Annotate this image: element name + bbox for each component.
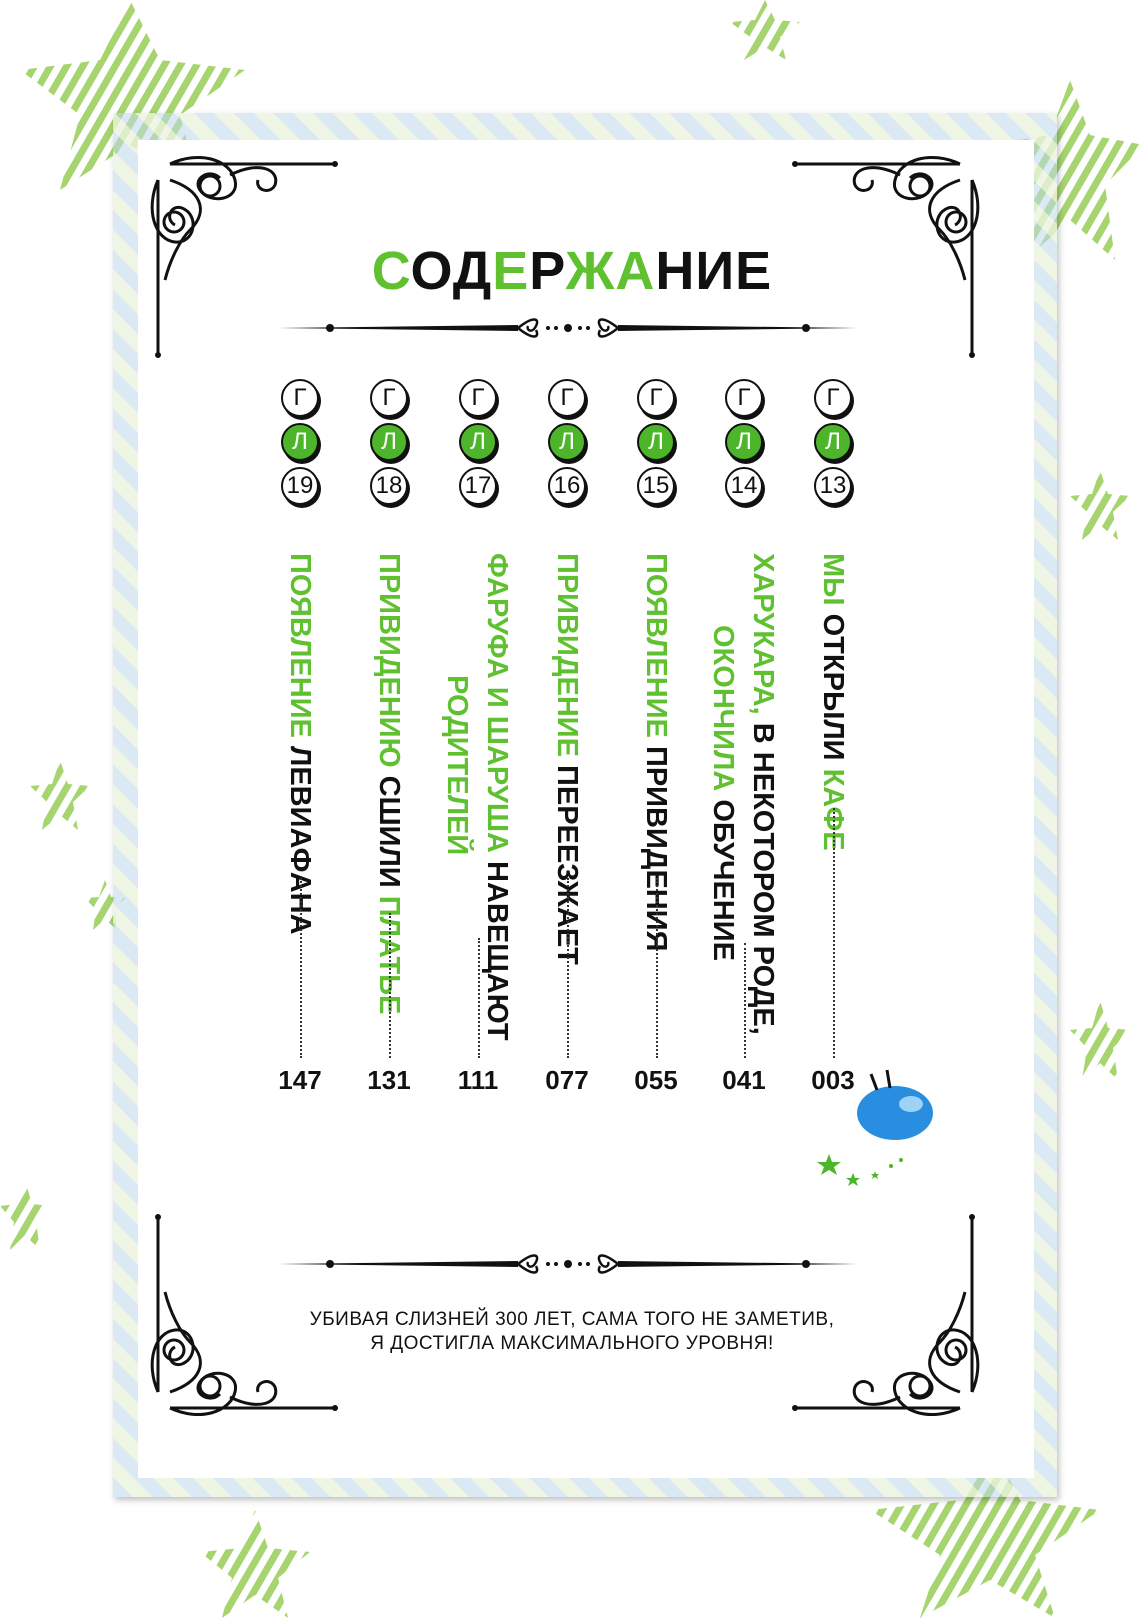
chapter-label-badge: Г <box>725 379 763 417</box>
chapter-label-badge: Л <box>725 423 763 461</box>
chapter-number-badge: 16 <box>548 467 586 505</box>
chapter-17-badges <box>443 379 513 511</box>
chapter-label-badge: Л <box>281 423 319 461</box>
chapter-title-part: СШИЛИ <box>373 775 405 888</box>
decorative-star-icon <box>1070 1000 1130 1080</box>
divider-ornament-icon <box>278 1244 858 1284</box>
chapter-label-badge: Г <box>370 379 408 417</box>
chapter-label-badge: Л <box>814 423 852 461</box>
chapter-title-part: КАФЕ <box>817 768 849 851</box>
chapter-title-part: ОКОНЧИЛА <box>707 625 739 792</box>
footer-line-2: Я ДОСТИГЛА МАКСИМАЛЬНОГО УРОВНЯ! <box>370 1333 774 1354</box>
page-number[interactable]: 147 <box>278 1065 322 1095</box>
decorative-star-icon <box>1070 470 1130 540</box>
chapter-19-badges <box>265 379 335 511</box>
chapter-title-part: ПРИВИДЕНИЯ <box>640 745 672 952</box>
title-letter: НИЕ <box>655 241 773 301</box>
chapter-number-badge: 17 <box>459 467 497 505</box>
footer-line-1: УБИВАЯ СЛИЗНЕЙ 300 ЛЕТ, САМА ТОГО НЕ ЗАМЕТИВ, <box>309 1309 835 1330</box>
leader-dots <box>656 878 658 1058</box>
chapter-16-badges <box>532 379 602 511</box>
page-number[interactable]: 077 <box>545 1065 589 1095</box>
chapter-label-badge: Л <box>370 423 408 461</box>
chapter-title-part: ПРИВИДЕНИЮ <box>373 553 405 768</box>
chapter-label-badge: Г <box>548 379 586 417</box>
chapter-title-part: ПОЯВЛЕНИЕ <box>640 553 672 738</box>
title-letter: Ж <box>565 241 616 301</box>
title-letter: Р <box>529 241 566 301</box>
chapter-title-part: НАВЕЩАЮТ <box>481 861 513 1041</box>
chapter-number-badge: 18 <box>370 467 408 505</box>
chapter-title[interactable] <box>746 553 780 1035</box>
chapter-number-badge: 13 <box>814 467 852 505</box>
decorative-star-icon <box>0 1180 50 1250</box>
chapter-title-part: ПЕРЕЕЗЖАЕТ <box>551 765 583 965</box>
chapter-label-badge: Л <box>637 423 675 461</box>
leader-dots <box>744 943 746 1058</box>
title-letter: С <box>371 241 411 301</box>
leader-dots <box>567 878 569 1058</box>
page-number[interactable]: 131 <box>367 1065 411 1095</box>
leader-dots <box>300 878 302 1058</box>
footer-tagline <box>0 1308 1144 1356</box>
page-number[interactable]: 111 <box>457 1065 499 1095</box>
chapter-number-badge: 14 <box>725 467 763 505</box>
chapter-title-part: ЛЕВИАФАНА <box>284 745 316 935</box>
chapter-title-part: РОДИТЕЛЕЙ <box>441 675 473 856</box>
chapter-number-badge: 15 <box>637 467 675 505</box>
decorative-star-icon <box>200 1510 310 1618</box>
chapter-14-badges <box>709 379 779 511</box>
page-number[interactable]: 041 <box>722 1065 766 1095</box>
title-letter: А <box>615 241 656 301</box>
chapter-title-part: ОБУЧЕНИЕ <box>707 799 739 961</box>
divider-ornament-icon <box>278 308 858 348</box>
page-number[interactable]: 003 <box>811 1065 855 1095</box>
chapter-15-badges <box>621 379 691 511</box>
chapter-title-part: В НЕКОТОРОМ РОДЕ, <box>747 722 779 1035</box>
leader-dots <box>389 913 391 1058</box>
chapter-title-part: ПРИВИДЕНИЕ <box>551 553 583 757</box>
chapter-title[interactable] <box>440 675 474 855</box>
slime-mascot-icon <box>815 1060 945 1190</box>
title-letter: ОД <box>410 241 493 301</box>
chapter-number-badge: 19 <box>281 467 319 505</box>
chapter-label-badge: Г <box>814 379 852 417</box>
chapter-title-part: ПЛАТЬЕ <box>373 895 405 1015</box>
chapter-title-part: ПОЯВЛЕНИЕ <box>284 553 316 738</box>
page-title <box>0 240 1144 302</box>
chapter-label-badge: Л <box>548 423 586 461</box>
leader-dots <box>478 938 480 1058</box>
chapter-title-part: ХАРУКАРА, <box>747 553 779 715</box>
chapter-title-part: МЫ <box>817 553 849 606</box>
chapter-title-part: ФАРУФА И ШАРУША <box>481 553 513 853</box>
chapter-label-badge: Л <box>459 423 497 461</box>
chapter-title[interactable] <box>706 625 740 961</box>
chapter-label-badge: Г <box>637 379 675 417</box>
chapter-label-badge: Г <box>459 379 497 417</box>
decorative-star-icon <box>730 0 800 60</box>
chapter-label-badge: Г <box>281 379 319 417</box>
leader-dots <box>833 808 835 1058</box>
page-number[interactable]: 055 <box>634 1065 678 1095</box>
chapter-13-badges <box>798 379 868 511</box>
chapter-18-badges <box>354 379 424 511</box>
chapter-title[interactable] <box>816 553 850 851</box>
title-letter: Е <box>492 241 530 301</box>
chapter-title-part: ОТКРЫЛИ <box>817 613 849 761</box>
chapter-title[interactable] <box>480 553 514 1041</box>
decorative-star-icon <box>30 760 90 830</box>
